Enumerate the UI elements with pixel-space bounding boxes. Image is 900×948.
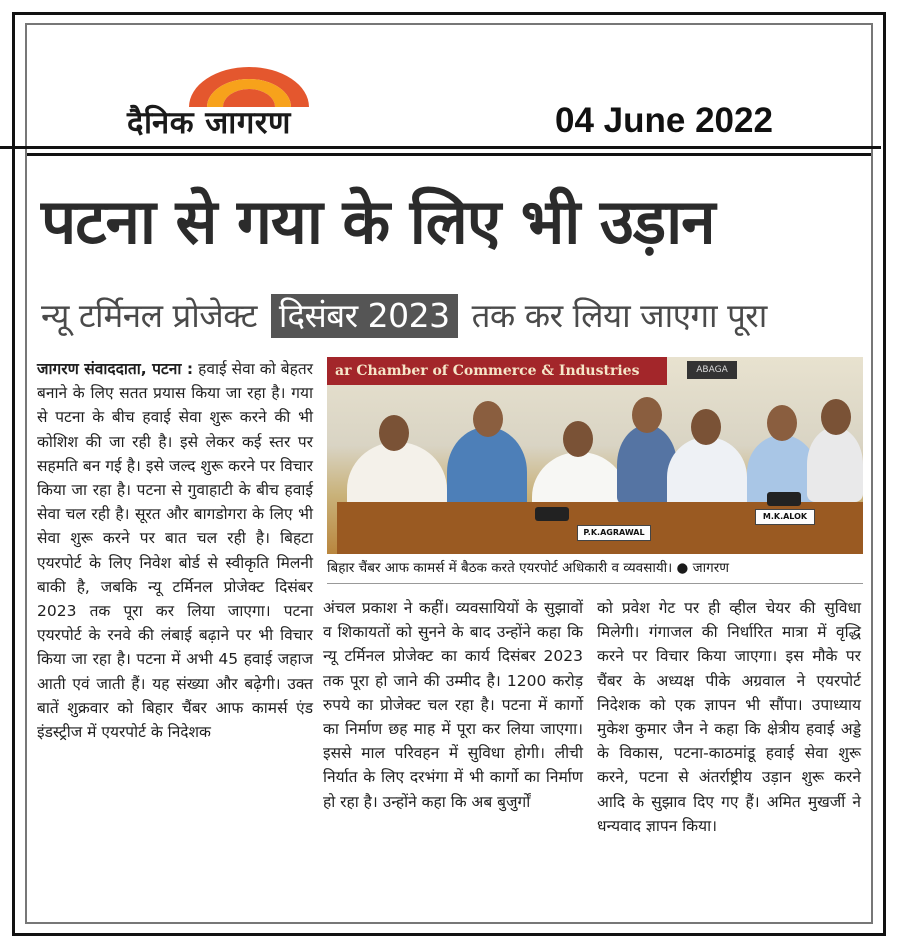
masthead-logo-text: दैनिक जागरण — [127, 105, 291, 141]
photo-person-4-head — [632, 397, 662, 433]
article-column-1-text: हवाई सेवा को बेहतर बनाने के लिए सतत प्रयास किया जा रहा है। गया से पटना के बीच हवाई सेवा शुरू करने की भी कोशिश की जा रही है। इसे लेकर कई स्तर पर सहमति बन गई है। इसे जल्द शुरू करने पर विचार किया जा रहा है। पटना से गुवाहाटी के बीच हवाई सेवा चल रही है। सूरत और बागडोगरा के लिए भी सेवा शुरू करने पर बात चल रही है। बिहटा एयरपोर्ट के लिए निवेश बोर्ड से स्वीकृति मिलनी बाकी है, जबकि न्यू टर्मिनल प्रोजेक्ट दिसंबर 2023 तक पूरा कर लिया जाएगा। पटना एयरपोर्ट के रनवे की लंबाई बढ़ाने पर भी विचार किया जा रहा है। पटना में अभी 45 हवाई जहाज आती एवं जाती हैं। यह संख्या और बढ़ेगी। उक्त बातें शुक्रवार को बिहार चैंबर आफ कामर्स एंड इंडस्ट्रीज में एयरपोर्ट के निदेशक — [37, 360, 313, 742]
subhead-before: न्यू टर्मिनल प्रोजेक्ट — [41, 296, 257, 335]
photo-person-7 — [807, 427, 863, 502]
article-headline: पटना से गया के लिए भी उड़ान — [41, 185, 715, 258]
clipping-inner-border — [25, 23, 873, 924]
meeting-photo — [327, 357, 863, 554]
subhead-highlight: दिसंबर 2023 — [271, 294, 458, 338]
article-column-3: को प्रवेश गेट पर ही व्हील चेयर की सुविधा मिलेगी। गंगाजल की निर्धारित मात्रा में वृद्धि करने पर विचार किया जाएगा। इस मौके पर चैंबर के अध्यक्ष पीके अग्रवाल ने एयरपोर्ट निदेशक को एक ज्ञापन भी सौंपा। उपाध्याय मुकेश कुमार जैन ने कहा कि क्षेत्रीय हवाई अड्डे के विकास, पटना-काठमांडू हवाई सेवा शुरू करने, पटना से अंतर्राष्ट्रीय उड़ान शुरू करने आदि के सुझाव दिए गए हैं। अमित मुखर्जी ने धन्यवाद ज्ञापन किया। — [597, 599, 861, 835]
photo-person-5-head — [691, 409, 721, 445]
publication-date: 04 June 2022 — [555, 101, 773, 140]
photo-nameplate: M.K.ALOK — [755, 509, 815, 525]
caption-divider — [327, 583, 863, 584]
article-column-2: अंचल प्रकाश ने कहीं। व्यवसायियों के सुझावों व शिकायतों को सुनने के बाद उन्होंने कहा कि न्यू टर्मिनल प्रोजेक्ट का कार्य दिसंबर 2023 तक पूरा हो जाने की उम्मीद है। 1200 करोड़ रुपये का प्रोजेक्ट चल रहा है। पटना में कार्गो का निर्माण छह माह में पूरा कर लिया जाएगा। इससे माल परिवहन में सुविधा होगी। लीची निर्यात के लिए दरभंगा में भी कार्गो का निर्माण हो रहा है। उन्होंने कहा कि अब बुजुर्गों — [323, 599, 583, 811]
photo-microphone-icon — [767, 492, 801, 506]
article-subheadline — [41, 292, 861, 342]
photo-wall-sign: ABAGA — [687, 361, 737, 379]
masthead — [27, 25, 871, 156]
article-byline: जागरण संवाददाता, पटना : — [37, 360, 194, 378]
newspaper-clipping-frame — [12, 12, 886, 936]
masthead-divider — [0, 146, 881, 149]
photo-nameplate: P.K.AGRAWAL — [577, 525, 651, 541]
photo-banner: ar Chamber of Commerce & Industries — [327, 357, 667, 385]
photo-person-6-head — [767, 405, 797, 441]
photo-person-1-head — [379, 415, 409, 451]
photo-microphone-icon — [535, 507, 569, 521]
article-column-1 — [37, 357, 313, 744]
photo-caption: बिहार चैंबर आफ कामर्स में बैठक करते एयरपोर्ट अधिकारी व व्यवसायी। ● जागरण — [327, 560, 730, 576]
photo-person-3-head — [563, 421, 593, 457]
photo-person-2-head — [473, 401, 503, 437]
photo-person-7-head — [821, 399, 851, 435]
subhead-after: तक कर लिया जाएगा पूरा — [471, 296, 767, 335]
